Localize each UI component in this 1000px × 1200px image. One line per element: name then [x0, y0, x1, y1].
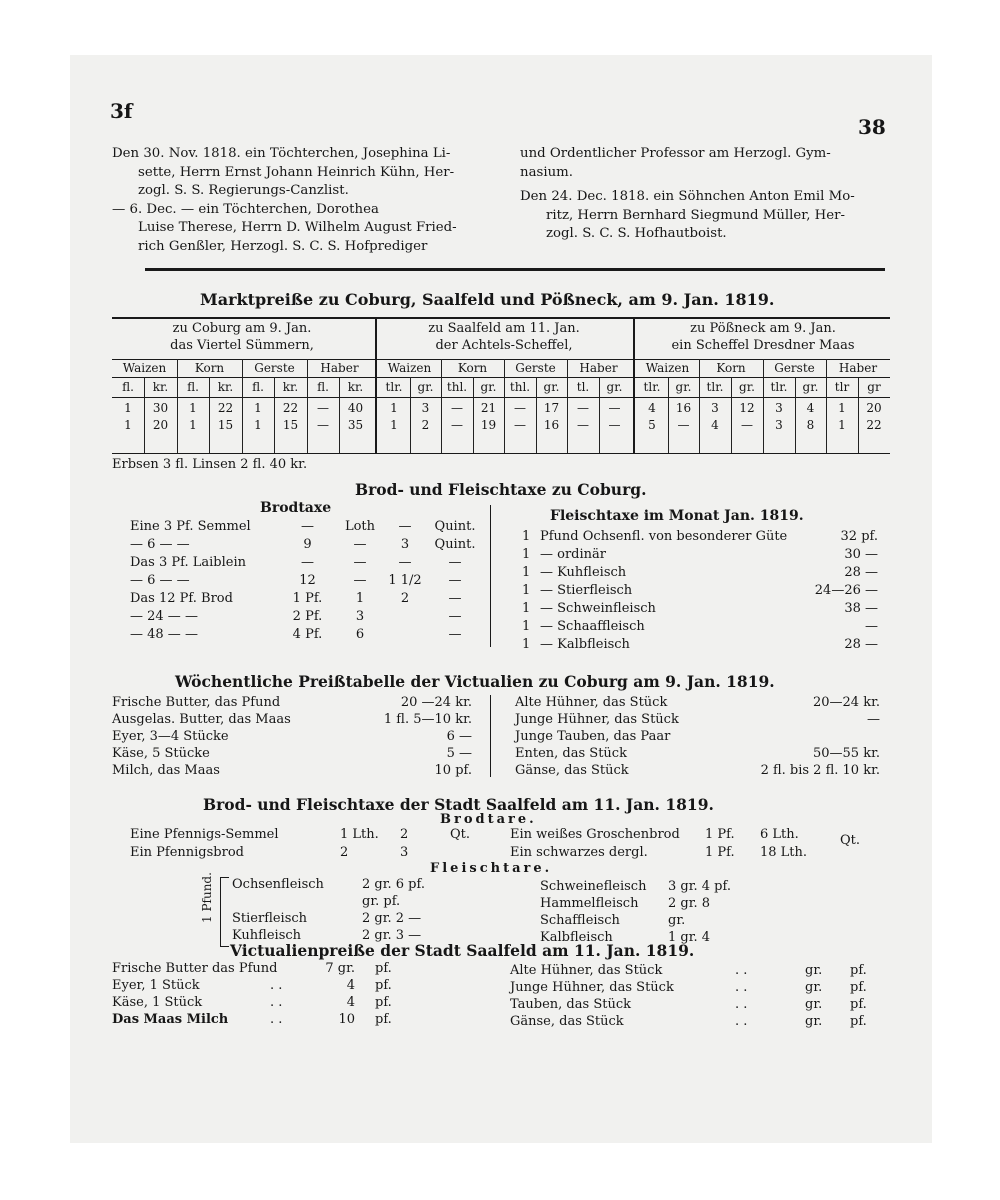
saalfeld-grain: Korn	[457, 361, 488, 375]
brod-name: Das 3 Pf. Laiblein	[130, 555, 246, 570]
saalfeld-brod-item: Eine Pfennigs-Semmel	[130, 827, 279, 842]
saalfeld-fleisch-item: Schweinefleisch	[540, 879, 647, 894]
page-number-left: 3f	[110, 99, 133, 123]
poessneck-grain: Korn	[716, 361, 746, 375]
victual-pf: pf.	[850, 997, 867, 1012]
poessneck-grain: Waizen	[645, 361, 690, 375]
victual-dots: . .	[735, 980, 748, 995]
fleisch-item: — Kalbfleisch	[540, 637, 630, 652]
poessneck-cell: 3	[711, 401, 719, 415]
poessneck-unit: gr.	[675, 380, 692, 394]
poessneck-unit: tlr.	[706, 380, 724, 394]
saalfeld-fleisch-price: gr. pf.	[362, 894, 401, 909]
coburg-cell: 15	[282, 418, 299, 432]
poessneck-cell: 8	[806, 418, 815, 432]
saalfeld-fleisch-price: 2 gr. 2 —	[362, 911, 422, 926]
saalfeld-head2: der Achtels-Scheffel,	[435, 338, 573, 353]
saalfeld-unit: tl.	[576, 380, 590, 394]
coburg-cell: 1	[254, 401, 262, 415]
coburg-cell: 20	[152, 418, 169, 432]
saalfeld-cell: —	[608, 401, 621, 415]
victual-pf: pf.	[375, 1012, 392, 1027]
brod-a: 4 Pf.	[292, 627, 323, 642]
saalfeld-unit: thl.	[509, 380, 531, 394]
weekly-item: Eyer, 3—4 Stücke	[112, 729, 229, 744]
saalfeld-cell: —	[608, 418, 621, 432]
weekly-title: Wöchentliche Preißtabelle der Victualien zu Coburg am 9. Jan. 1819.	[175, 672, 775, 691]
poessneck-cell: —	[677, 418, 690, 432]
saalfeld-fleisch-item: Hammelfleisch	[540, 896, 639, 911]
market-rule	[112, 377, 890, 378]
coburg-cell: 15	[217, 418, 234, 432]
victual-dots: . .	[735, 963, 748, 978]
victual-pf: pf.	[375, 995, 392, 1010]
births-right	[520, 145, 855, 244]
saalfeld-grain: Waizen	[387, 361, 432, 375]
weekly-price: 6 —	[446, 729, 472, 744]
saalfeld-brod-value: 18 Lth.	[760, 845, 808, 860]
saalfeld-unit: gr.	[480, 380, 497, 394]
page-number-right: 38	[858, 115, 886, 139]
victual-gr: gr.	[805, 1014, 823, 1029]
saalfeld-brod-value: 1 Pf.	[705, 827, 735, 842]
market-rule	[112, 359, 890, 360]
saalfeld-fleisch-price: 2 gr. 8	[668, 896, 711, 911]
saalfeld-fleisch-price: 2 gr. 6 pf.	[362, 877, 425, 892]
births-left-line: zogl. S. S. Regierungs-Canzlist.	[138, 183, 349, 198]
weekly-price: 50—55 kr.	[812, 746, 880, 761]
poessneck-head2: ein Scheffel Dresdner Maas	[671, 338, 855, 353]
market-divider	[633, 319, 635, 454]
victual-gr: gr.	[805, 997, 823, 1012]
births-right-line: und Ordentlicher Professor am Herzogl. Gym-	[520, 146, 831, 161]
poessneck-cell: 12	[739, 401, 755, 415]
poessneck-cell: 3	[775, 418, 783, 432]
market-footnote: Erbsen 3 fl. Linsen 2 fl. 40 kr.	[112, 457, 308, 472]
victual-pf: pf.	[850, 1014, 867, 1029]
fleischtaxe-title: Fleischtaxe im Monat Jan. 1819.	[550, 508, 804, 524]
victual-gr: 4	[346, 995, 355, 1010]
victual-gr: 7 gr.	[325, 961, 355, 976]
saalfeld-cell: —	[514, 418, 526, 432]
coburg-unit: fl.	[317, 380, 329, 394]
brod-b: —	[353, 555, 367, 570]
fleisch-item: — Stierfleisch	[540, 583, 633, 598]
saalfeld-cell: 16	[543, 418, 560, 432]
weekly-item: Junge Tauben, das Paar	[515, 729, 671, 744]
fleisch-qty: 1	[522, 547, 531, 562]
fleisch-qty: 1	[522, 583, 531, 598]
brod-c: —	[398, 555, 412, 570]
victual-item: Käse, 1 Stück	[112, 995, 203, 1010]
victual-item: Frische Butter das Pfund	[112, 961, 278, 976]
weekly-item: Junge Hühner, das Stück	[515, 712, 679, 727]
fleisch-price: 24—26 —	[814, 583, 878, 598]
saalfeld-brod-value: 6 Lth.	[760, 827, 799, 842]
poessneck-unit: gr	[867, 380, 881, 394]
weekly-price: 2 fl. bis 2 fl. 10 kr.	[760, 763, 880, 778]
saalfeld-fleisch-price: gr.	[668, 913, 686, 928]
brod-b: 1	[355, 591, 365, 606]
saalfeld-grain: Gerste	[515, 361, 556, 375]
poessneck-unit: gr.	[739, 380, 755, 394]
saalfeld-fleisch-item: Kuhfleisch	[232, 928, 302, 943]
saalfeld-fleisch-item: Stierfleisch	[232, 911, 308, 926]
coburg-unit: kr.	[152, 380, 169, 394]
coburg-unit: fl.	[187, 380, 199, 394]
fleisch-item: Pfund Ochsenfl. von besonderer Güte	[540, 529, 788, 544]
victual-item: Tauben, das Stück	[510, 997, 631, 1012]
fleisch-price: 28 —	[844, 565, 878, 580]
brod-name: — 24 — —	[130, 609, 198, 624]
victual-gr: gr.	[805, 980, 823, 995]
fleisch-item: — Schaaffleisch	[540, 619, 645, 634]
victual-pf: pf.	[850, 963, 867, 978]
weekly-item: Käse, 5 Stücke	[112, 746, 210, 761]
poessneck-cell: 4	[711, 418, 719, 432]
coburg-grain: Waizen	[122, 361, 167, 375]
victual-dots: . .	[270, 995, 283, 1010]
pfund-label: 1 Pfund.	[200, 872, 214, 923]
weekly-item: Enten, das Stück	[515, 746, 627, 761]
brod-d: Quint.	[434, 537, 476, 552]
coburg-head1: zu Coburg am 9. Jan.	[172, 321, 312, 336]
poessneck-grain: Haber	[838, 361, 878, 375]
brod-a: —	[301, 519, 314, 534]
brod-d: —	[448, 573, 462, 588]
brodtaxe-title: Brodtaxe	[260, 500, 332, 516]
victual-pf: pf.	[375, 978, 392, 993]
coburg-cell: —	[317, 401, 329, 415]
fleisch-item: — Kuhfleisch	[540, 565, 627, 580]
coburg-grain: Gerste	[254, 361, 295, 375]
brod-a: 9	[303, 537, 312, 552]
section-rule	[145, 268, 885, 271]
weekly-price: 5 —	[446, 746, 472, 761]
saalfeld-brod-heading: Brodtare.	[440, 812, 537, 827]
victual-gr: 4	[346, 978, 355, 993]
saalfeld-cell: —	[451, 418, 463, 432]
fleisch-price: —	[865, 619, 878, 634]
saalfeld-fleisch-item: Kalbfleisch	[540, 930, 613, 945]
brod-b: —	[353, 537, 367, 552]
poessneck-cell: 5	[648, 418, 656, 432]
saalfeld-cell: 1	[390, 401, 398, 415]
brod-d: —	[448, 609, 462, 624]
market-bottom-rule	[112, 453, 890, 454]
saalfeld-victual-title: Victualienpreiße der Stadt Saalfeld am 11. Jan. 1819.	[230, 941, 695, 960]
saalfeld-unit: gr.	[417, 380, 434, 394]
poessneck-cell: —	[741, 418, 753, 432]
poessneck-cell: 1	[838, 418, 846, 432]
weekly-item: Alte Hühner, das Stück	[515, 695, 668, 710]
market-title: Marktpreiße zu Coburg, Saalfeld und Pößneck, am 9. Jan. 1819.	[200, 290, 775, 309]
brod-a: 2 Pf.	[292, 609, 323, 624]
coburg-head2: das Viertel Sümmern,	[170, 338, 314, 353]
saalfeld-cell: 19	[480, 418, 497, 432]
brod-name: — 48 — —	[130, 627, 198, 642]
brod-c: 3	[400, 537, 410, 552]
saalfeld-cell: —	[577, 401, 589, 415]
brod-name: Eine 3 Pf. Semmel	[130, 519, 251, 534]
fleisch-item: — ordinär	[540, 547, 606, 562]
fleisch-price: 28 —	[844, 637, 878, 652]
coburg-cell: 1	[189, 401, 197, 415]
births-right-line: ritz, Herrn Bernhard Siegmund Müller, Her-	[546, 207, 845, 223]
saalfeld-cell: —	[577, 418, 589, 432]
poessneck-cell: 4	[806, 401, 815, 415]
saalfeld-brod-value: 2	[340, 845, 349, 860]
weekly-price: 10 pf.	[434, 763, 472, 778]
fleisch-price: 38 —	[844, 601, 878, 616]
poessneck-cell: 16	[675, 401, 692, 415]
coburg-cell: 30	[152, 401, 169, 415]
weekly-item: Gänse, das Stück	[515, 763, 629, 778]
coburg-unit: fl.	[122, 380, 134, 394]
brod-name: — 6 — —	[130, 537, 190, 552]
saalfeld-unit: thl.	[446, 380, 468, 394]
saalfeld-brod-value: 1 Pf.	[705, 845, 735, 860]
victual-gr: gr.	[805, 963, 823, 978]
births-left-line: — 6. Dec. — ein Töchterchen, Dorothea	[112, 201, 379, 217]
brod-a: 12	[299, 573, 316, 588]
weekly-price: —	[867, 712, 880, 727]
poessneck-cell: 20	[866, 401, 882, 415]
saalfeld-unit: tlr.	[385, 380, 403, 394]
saalfeld-cell: 1	[390, 418, 398, 432]
saalfeld-brod-item: Ein schwarzes dergl.	[510, 845, 648, 860]
fleisch-qty: 1	[522, 529, 531, 544]
saalfeld-fleisch-item: Ochsenfleisch	[232, 877, 324, 892]
births-right-line: zogl. S. C. S. Hofhautboist.	[546, 226, 727, 241]
victual-dots: . .	[735, 1014, 748, 1029]
brod-b: 6	[355, 627, 365, 642]
saalfeld-cell: 2	[421, 418, 430, 432]
market-rule	[112, 397, 890, 398]
brod-c: 2	[400, 591, 410, 606]
weekly-item: Frische Butter, das Pfund	[112, 695, 281, 710]
poessneck-cell: 4	[648, 401, 656, 415]
saalfeld-brod-item: Ein Pfennigsbrod	[130, 845, 244, 860]
pfund-bracket	[220, 877, 229, 947]
coburg-cell: 40	[347, 401, 364, 415]
brod-name: — 6 — —	[130, 573, 190, 588]
victual-dots: . .	[270, 978, 283, 993]
weekly-price: 20 —24 kr.	[400, 695, 472, 710]
coburg-cell: 1	[189, 418, 197, 432]
victual-dots: . .	[735, 997, 748, 1012]
victual-item: Alte Hühner, das Stück	[510, 963, 663, 978]
brod-b: 3	[355, 609, 365, 624]
poessneck-unit: tlr.	[770, 380, 788, 394]
coburg-tax-title: Brod- und Fleischtaxe zu Coburg.	[355, 480, 647, 499]
poessneck-unit: gr.	[802, 380, 819, 394]
victual-item: Eyer, 1 Stück	[112, 978, 200, 993]
victual-dots: . .	[270, 1012, 283, 1027]
births-right-line: Den 24. Dec. 1818. ein Söhnchen Anton Emil Mo-	[520, 189, 855, 204]
weekly-item: Ausgelas. Butter, das Maas	[112, 712, 291, 727]
poessneck-unit: tlr.	[643, 380, 661, 394]
saalfeld-cell: 3	[421, 401, 430, 415]
saalfeld-brod-item: Ein weißes Groschenbrod	[510, 827, 680, 842]
brod-d: —	[448, 627, 462, 642]
fleisch-price: 32 pf.	[840, 529, 878, 544]
coburg-unit: kr.	[282, 380, 299, 394]
saalfeld-cell: —	[451, 401, 463, 415]
saalfeld-unit: gr.	[606, 380, 623, 394]
weekly-divider	[490, 695, 491, 777]
saalfeld-cell: —	[514, 401, 526, 415]
victual-item: Junge Hühner, das Stück	[510, 980, 674, 995]
brod-d: Quint.	[434, 519, 476, 534]
saalfeld-brod-value: 1 Lth.	[340, 827, 379, 842]
births-left-line: rich Genßler, Herzogl. S. C. S. Hofprediger	[138, 238, 428, 254]
coburg-unit: fl.	[252, 380, 264, 394]
saalfeld-grain: Haber	[579, 361, 618, 375]
saalfeld-brod-value: 3	[400, 845, 409, 860]
brod-d: —	[448, 591, 462, 606]
births-right-line: nasium.	[520, 164, 573, 180]
coburg-cell: 35	[347, 418, 364, 432]
births-left-line: Luise Therese, Herrn D. Wilhelm August Fried-	[138, 220, 457, 235]
market-divider	[375, 319, 377, 454]
fleisch-price: 30 —	[844, 547, 878, 562]
births-left	[112, 145, 457, 256]
brod-b: —	[353, 573, 367, 588]
saalfeld-fleisch-price: 1 gr. 4	[668, 930, 711, 945]
victual-pf: pf.	[375, 961, 392, 976]
coburg-cell: 22	[282, 401, 299, 415]
poessneck-grain: Gerste	[774, 361, 815, 375]
coburg-cell: —	[317, 418, 329, 432]
saalfeld-fleisch-price: 2 gr. 3 —	[362, 928, 422, 943]
scanned-page	[70, 55, 932, 1143]
saalfeld-brod-value: 2	[400, 827, 409, 842]
weekly-item: Milch, das Maas	[112, 763, 220, 778]
fleisch-qty: 1	[522, 601, 531, 616]
births-left-line: Den 30. Nov. 1818. ein Töchterchen, Josephina Li-	[112, 146, 451, 161]
coburg-cell: 22	[217, 401, 234, 415]
brod-name: Das 12 Pf. Brod	[130, 591, 233, 606]
coburg-unit: kr.	[217, 380, 234, 394]
victual-pf: pf.	[850, 980, 867, 995]
saalfeld-fleisch-item: Schaffleisch	[540, 913, 620, 928]
brod-c: —	[398, 519, 412, 534]
saalfeld-fleisch-price: 3 gr. 4 pf.	[668, 879, 731, 894]
coburg-tax-divider	[490, 505, 491, 647]
brod-a: —	[301, 555, 314, 570]
coburg-grain: Haber	[320, 361, 359, 375]
brod-d: —	[448, 555, 462, 570]
fleisch-qty: 1	[522, 619, 531, 634]
saalfeld-tax-title: Brod- und Fleischtaxe der Stadt Saalfeld am 11. Jan. 1819.	[203, 795, 714, 814]
coburg-cell: 1	[124, 401, 132, 415]
saalfeld-head1: zu Saalfeld am 11. Jan.	[428, 321, 580, 336]
brod-c: 1 1/2	[388, 573, 422, 588]
poessneck-unit: tlr	[834, 380, 850, 394]
coburg-grain: Korn	[194, 361, 225, 375]
coburg-cell: 1	[254, 418, 262, 432]
victual-item: Gänse, das Stück	[510, 1014, 624, 1029]
victual-item: Das Maas Milch	[112, 1012, 229, 1027]
brod-b: Loth	[344, 519, 376, 534]
saalfeld-brod-value: Qt.	[450, 827, 471, 842]
fleisch-item: — Schweinfleisch	[540, 601, 656, 616]
saalfeld-unit: gr.	[543, 380, 560, 394]
poessneck-head1: zu Pößneck am 9. Jan.	[690, 321, 836, 336]
weekly-price: 20—24 kr.	[812, 695, 880, 710]
market-top-rule	[112, 317, 890, 319]
brod-a: 1 Pf.	[292, 591, 323, 606]
fleisch-qty: 1	[522, 565, 531, 580]
saalfeld-cell: 21	[480, 401, 497, 415]
coburg-unit: kr.	[347, 380, 364, 394]
fleisch-qty: 1	[522, 637, 531, 652]
poessneck-cell: 22	[866, 418, 882, 432]
victual-gr: 10	[338, 1012, 355, 1027]
saalfeld-cell: 17	[543, 401, 560, 415]
coburg-cell: 1	[124, 418, 132, 432]
poessneck-cell: 1	[838, 401, 846, 415]
saalfeld-brod-value: Qt.	[840, 833, 861, 848]
weekly-price: 1 fl. 5—10 kr.	[383, 712, 472, 727]
saalfeld-fleisch-heading: Fleischtare.	[430, 861, 553, 876]
poessneck-cell: 3	[775, 401, 783, 415]
births-left-line: sette, Herrn Ernst Johann Heinrich Kühn, Her-	[138, 164, 455, 180]
